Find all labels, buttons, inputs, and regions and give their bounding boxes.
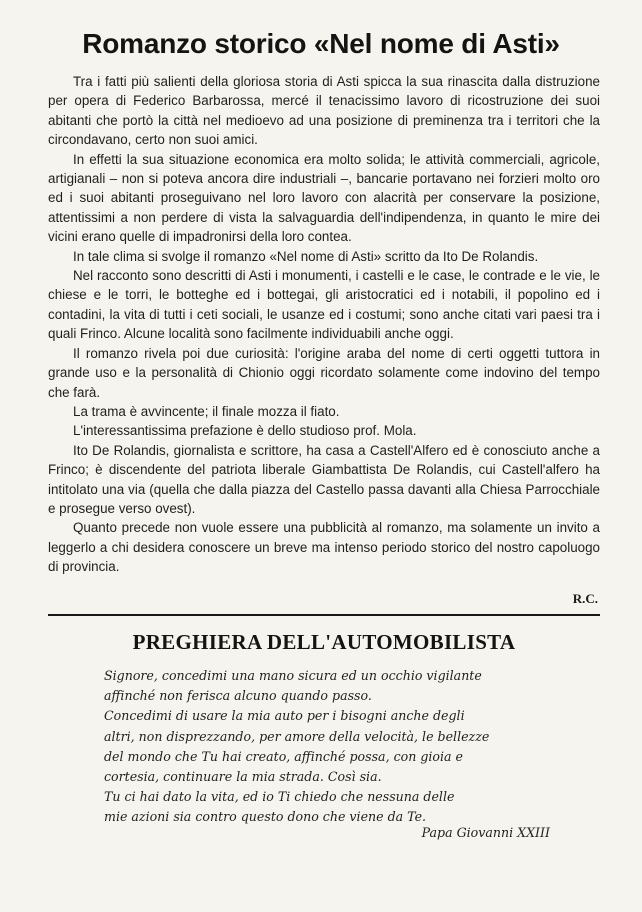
prayer-line: Tu ci hai dato la vita, ed io Ti chiedo che nessuna delle — [104, 789, 455, 805]
prayer-title: PREGHIERA DELL'AUTOMOBILISTA — [132, 630, 516, 654]
article-paragraph: Nel racconto sono descritti di Asti i monumenti, i castelli e le case, le contrade e le vie, le chiese e le torri, le botteghe ed i bottegai, gli aristocratici ed i notabili, il popolino ed i contadini, la vita di tutti i ceti sociali, le usanze ed i costumi; sono anche citati vari paesi tra i quali Frinco. Alcune località sono facilmente individuabili anche oggi. — [48, 268, 600, 342]
prayer-text — [104, 666, 504, 828]
article-paragraph: In tale clima si svolge il romanzo «Nel nome di Asti» scritto da Ito De Rolandis. — [73, 248, 539, 264]
article-paragraph: L'interessantissima prefazione è dello studioso prof. Mola. — [73, 423, 417, 439]
prayer-line: affinché non ferisca alcuno quando passo. — [104, 688, 372, 704]
article-paragraph: Ito De Rolandis, giornalista e scrittore, ha casa a Castell'Alfero ed è conosciuto anche a Frinco; è discendente del patriota liberale Giambattista De Rolandis, cui Castell'alfero ha intitolato una via (quella che dalla piazza del Castello passa davanti alla Chiesa Parrocchiale e prosegue verso ovest). — [48, 442, 600, 516]
article-body — [48, 72, 600, 577]
prayer-line: mie azioni sia contro questo dono che viene da Te. — [104, 809, 427, 825]
prayer-line: Signore, concedimi una mano sicura ed un occhio vigilante — [104, 668, 482, 683]
article-paragraph: In effetti la sua situazione economica era molto solida; le attività commerciali, agricole, artigianali – non si poteva ancora dire industriali –, bancarie portavano nei forzieri molto oro ed i suoi abitanti proseguivano nel loro lavoro con alacrità per conservare la posizione, attentissimi a non perdere di vista la salvaguardia dell'indipendenza, in quanto le mire dei vicini erano quelle di impadronirsi della loro contea. — [48, 151, 600, 245]
prayer-line: del mondo che Tu hai creato, affinché possa, con gioia e — [104, 748, 463, 764]
article-paragraph: La trama è avvincente; il finale mozza il fiato. — [73, 403, 340, 419]
section-divider — [48, 614, 600, 616]
prayer-author: Papa Giovanni XXIII — [421, 825, 550, 840]
article-paragraph: Il romanzo rivela poi due curiosità: l'origine araba del nome di certi oggetti tuttora in grande uso e la personalità di Chionio oggi ricordato solamente come indovino del tempo che farà. — [48, 345, 600, 400]
prayer-line: Concedimi di usare la mia auto per i bisogni anche degli — [104, 708, 465, 724]
article-paragraph: Quanto precede non vuole essere una pubblicità al romanzo, ma solamente un invito a leggerlo a chi desidera conoscere un breve ma intenso periodo storico del nostro capoluogo di provincia. — [48, 520, 600, 575]
prayer-line: altri, non disprezzando, per amore della velocità, le bellezze — [104, 728, 490, 744]
article-paragraph: Tra i fatti più salienti della gloriosa storia di Asti spicca la sua rinascita dalla distruzione per opera di Federico Barbarossa, mercé il tenacissimo lavoro di ricostruzione dei suoi abitanti che portò la città nel medioevo ad una posizione di preminenza tra i territori che la circondavano, certo non suoi amici. — [48, 74, 600, 148]
prayer-line: cortesia, continuare la mia strada. Così sia. — [104, 769, 382, 785]
article-title: Romanzo storico «Nel nome di Asti» — [82, 28, 560, 59]
article-signature: R.C. — [572, 591, 598, 606]
